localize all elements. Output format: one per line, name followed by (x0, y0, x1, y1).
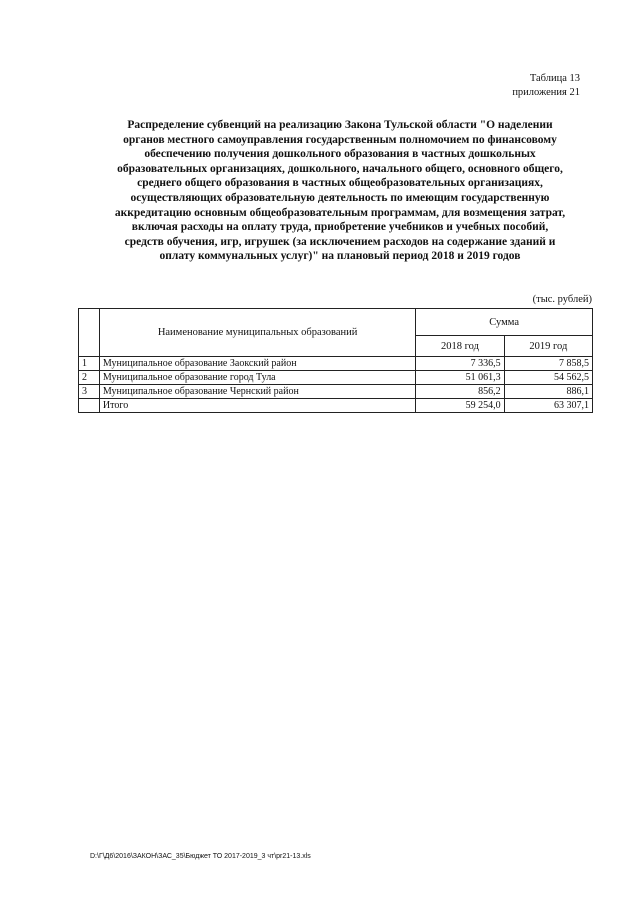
row-number: 3 (79, 385, 100, 399)
table-reference (480, 72, 580, 100)
table-row (79, 357, 593, 371)
header-name: Наименование муниципальных образований (99, 309, 415, 357)
row-name: Муниципальное образование Чернский район (99, 385, 415, 399)
header-year-2018: 2018 год (416, 336, 504, 357)
title-line: осуществляющих образовательную деятельность по имеющим государственную (130, 191, 550, 204)
units-label: (тыс. рублей) (532, 294, 592, 305)
total-label: Итого (99, 399, 415, 413)
total-value-2019: 63 307,1 (504, 399, 592, 413)
row-number: 1 (79, 357, 100, 371)
header-year-2019: 2019 год (504, 336, 592, 357)
row-value-2019: 886,1 (504, 385, 592, 399)
title-line: Распределение субвенций на реализацию Закона Тульской области "О наделении (127, 119, 553, 131)
subsidy-table (78, 308, 593, 413)
header-sum: Сумма (416, 309, 593, 336)
document-title (80, 118, 600, 264)
header-number (79, 309, 100, 357)
table-number: Таблица 13 (529, 73, 580, 84)
title-line: среднего общего образования в частных общеобразовательных организациях, (137, 177, 543, 190)
total-value-2018: 59 254,0 (416, 399, 504, 413)
title-line: аккредитацию основным общеобразовательным программам, для возмещения затрат, (114, 206, 566, 219)
row-value-2018: 7 336,5 (416, 357, 504, 371)
total-row (79, 399, 593, 413)
title-line: органов местного самоуправления государственным полномочием по финансовому (123, 133, 557, 146)
title-line: средств обучения, игр, игрушек (за исключением расходов на содержание зданий и (124, 235, 556, 248)
title-line: включая расходы на оплату труда, приобретение учебников и учебных пособий, (131, 221, 549, 234)
row-value-2019: 54 562,5 (504, 371, 592, 385)
table-row (79, 371, 593, 385)
appendix-number: приложения 21 (512, 87, 580, 98)
row-name: Муниципальное образование город Тула (99, 371, 415, 385)
row-value-2019: 7 858,5 (504, 357, 592, 371)
row-name: Муниципальное образование Заокский район (99, 357, 415, 371)
total-number (79, 399, 100, 413)
row-number: 2 (79, 371, 100, 385)
table-row (79, 385, 593, 399)
row-value-2018: 51 061,3 (416, 371, 504, 385)
file-path-footer: D:\Г\Д6\2016\ЗАКОН\ЗАС_35\Бюджет ТО 2017-2019_3 чт\pr21-13.xls (90, 853, 311, 860)
title-line: образовательных организациях, дошкольного, начального общего, основного общего, (117, 162, 563, 175)
title-line: оплату коммунальных услуг)" на плановый период 2018 и 2019 годов (159, 250, 521, 263)
title-line: обеспечению получения дошкольного образования в частных дошкольных (144, 148, 536, 161)
row-value-2018: 856,2 (416, 385, 504, 399)
